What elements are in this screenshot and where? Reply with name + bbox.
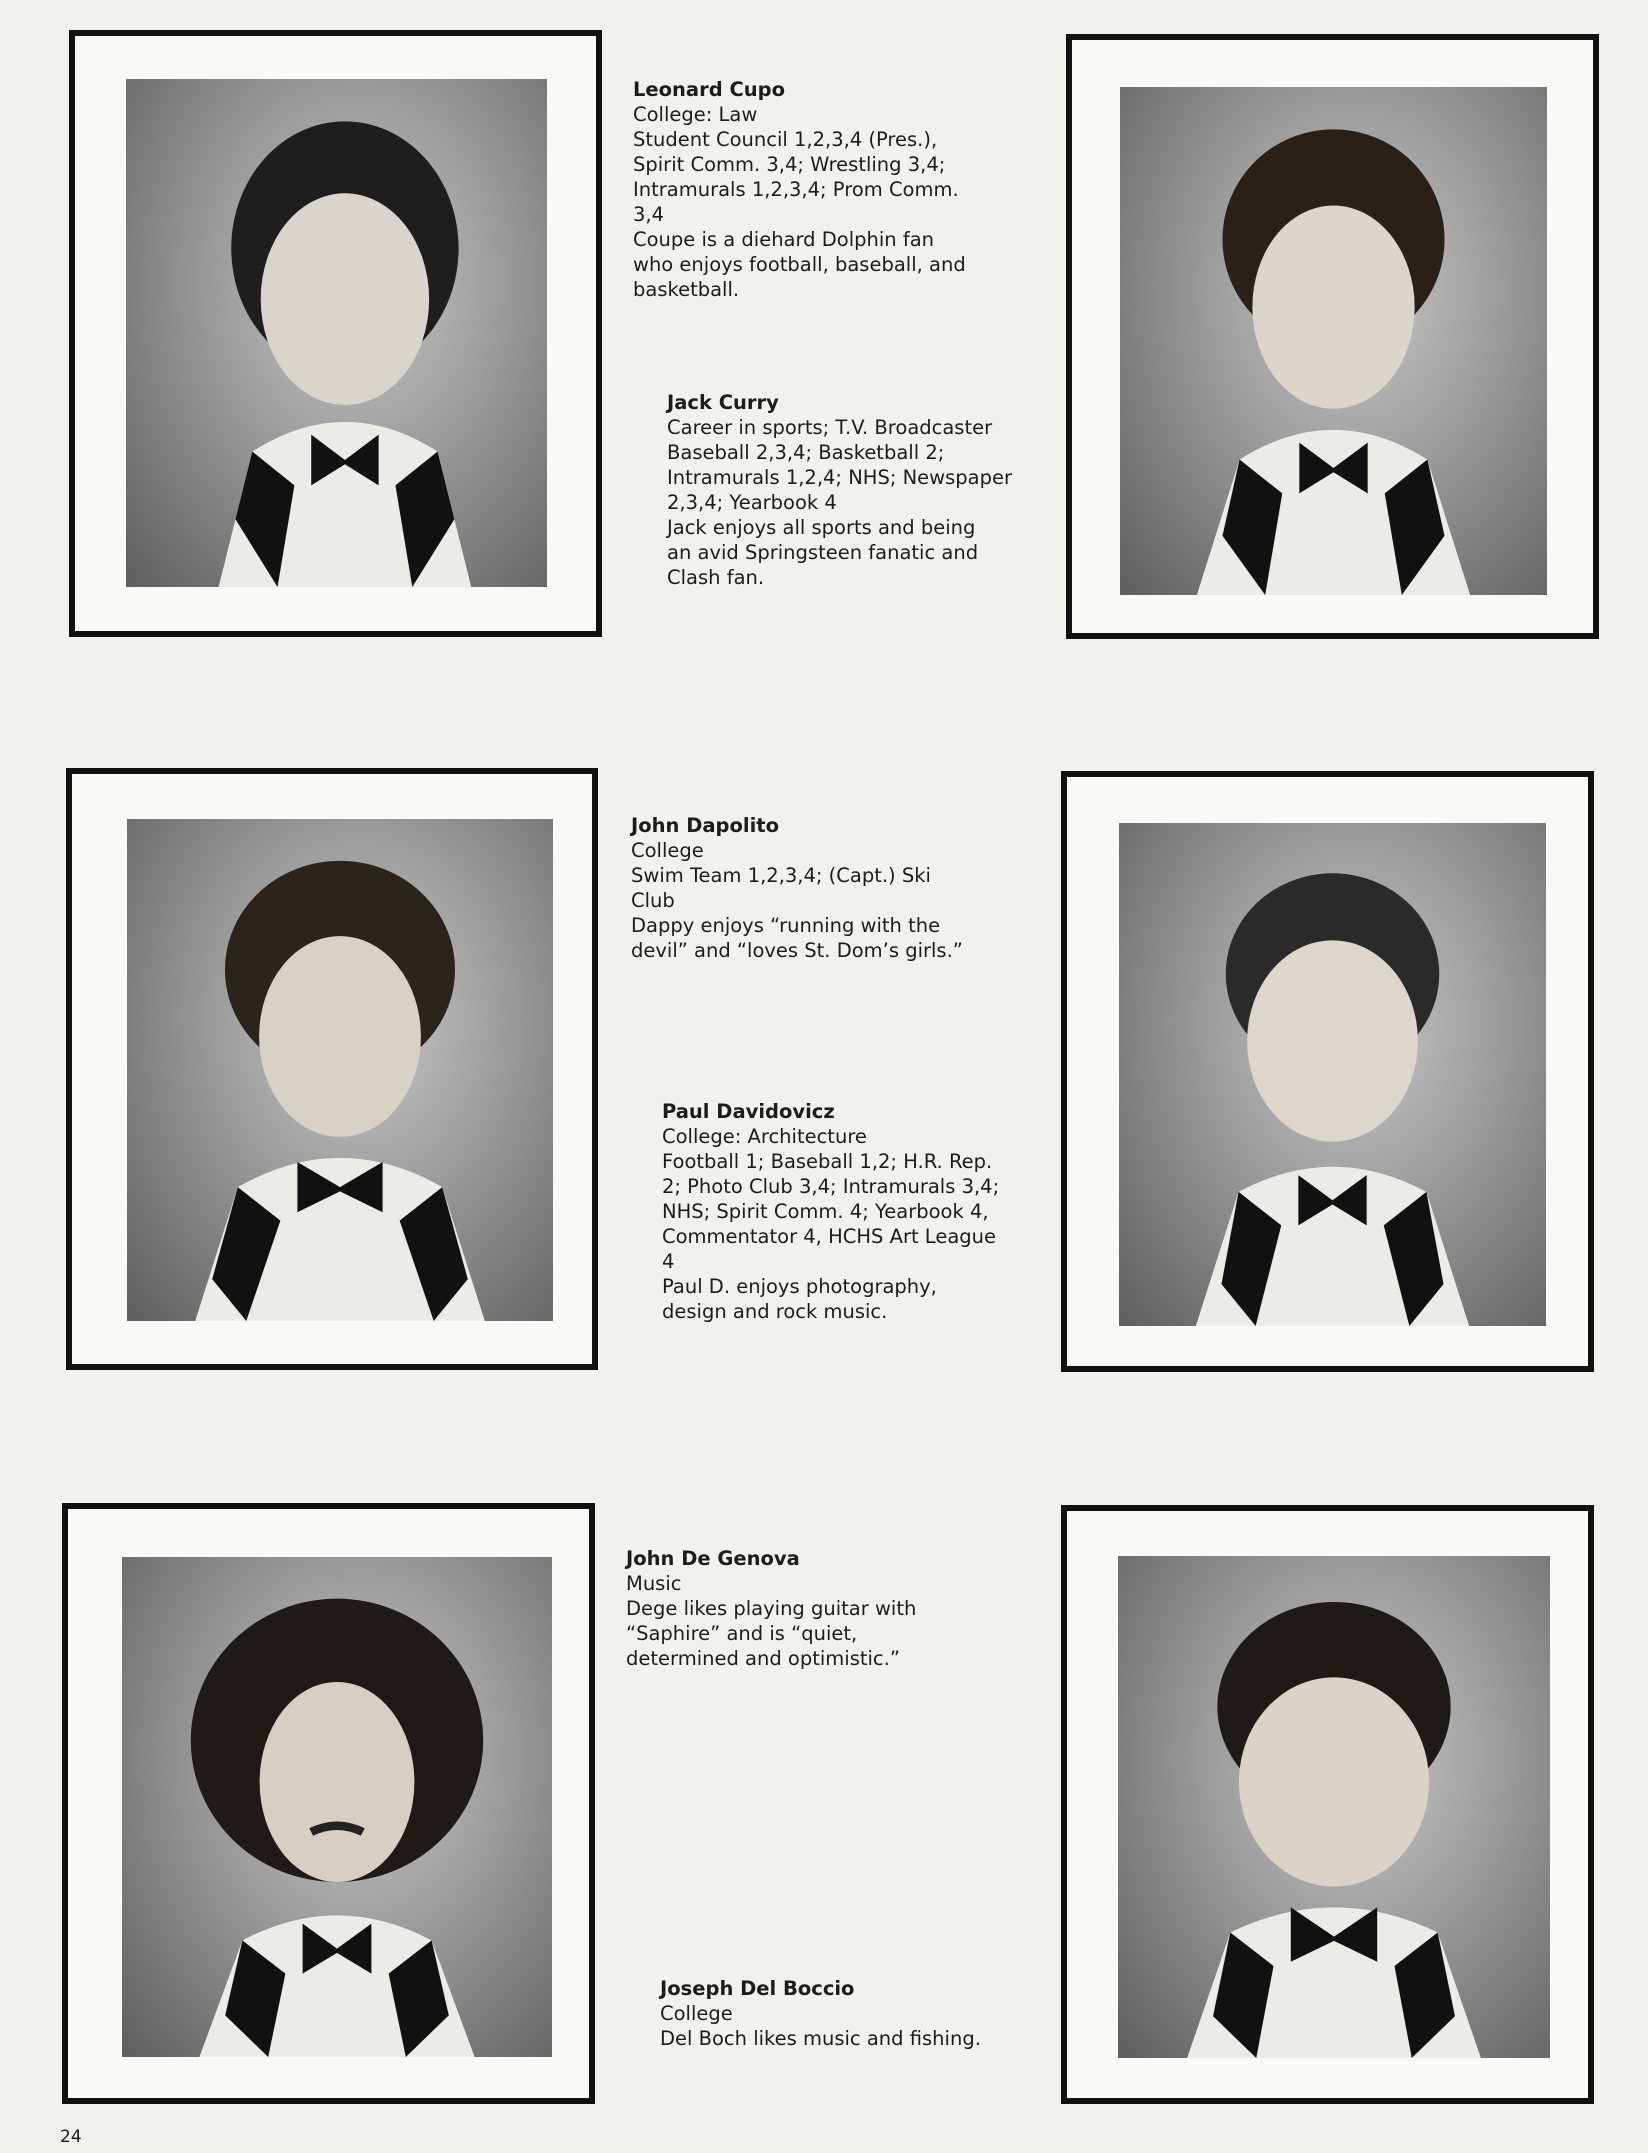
bio-line: Commentator 4, HCHS Art League bbox=[662, 1225, 997, 1248]
bio-line: Dappy enjoys “running with the bbox=[631, 914, 941, 937]
portrait-frame-3 bbox=[66, 768, 598, 1370]
bio-leonard-cupo bbox=[633, 77, 966, 302]
bio-line: Clash fan. bbox=[667, 566, 765, 589]
bio-line: College bbox=[631, 839, 704, 862]
student-name: John De Genova bbox=[626, 1547, 800, 1570]
bio-line: design and rock music. bbox=[662, 1300, 888, 1323]
student-name: John Dapolito bbox=[631, 814, 779, 837]
bio-line: an avid Springsteen fanatic and bbox=[667, 541, 979, 564]
bio-john-dapolito bbox=[631, 813, 963, 963]
student-name: Leonard Cupo bbox=[633, 78, 786, 101]
bio-line: basketball. bbox=[633, 278, 740, 301]
portrait-photo-john-dapolito bbox=[127, 819, 553, 1321]
bio-line: 2,3,4; Yearbook 4 bbox=[667, 491, 837, 514]
bio-jack-curry bbox=[667, 390, 1012, 590]
bio-line: Coupe is a diehard Dolphin fan bbox=[633, 228, 935, 251]
bio-john-de-genova bbox=[626, 1546, 916, 1671]
bio-line: Student Council 1,2,3,4 (Pres.), bbox=[633, 128, 938, 151]
portrait-frame-5 bbox=[62, 1503, 595, 2104]
page-number: 24 bbox=[60, 2127, 82, 2147]
bio-line: 4 bbox=[662, 1250, 675, 1273]
student-name: Jack Curry bbox=[667, 391, 779, 414]
bio-line: who enjoys football, baseball, and bbox=[633, 253, 966, 276]
bio-line: College: Architecture bbox=[662, 1125, 867, 1148]
bio-line: Football 1; Baseball 1,2; H.R. Rep. bbox=[662, 1150, 993, 1173]
bio-line: devil” and “loves St. Dom’s girls.” bbox=[631, 939, 963, 962]
bio-line: College bbox=[660, 2002, 733, 2025]
bio-line: 3,4 bbox=[633, 203, 665, 226]
bio-line: Intramurals 1,2,3,4; Prom Comm. bbox=[633, 178, 959, 201]
portrait-frame-6 bbox=[1061, 1505, 1594, 2104]
bio-line: Paul D. enjoys photography, bbox=[662, 1275, 937, 1298]
portrait-photo-jack-curry bbox=[1120, 87, 1547, 595]
bio-line: Music bbox=[626, 1572, 682, 1595]
bio-line: “Saphire” and is “quiet, bbox=[626, 1622, 858, 1645]
bio-line: Club bbox=[631, 889, 675, 912]
bio-line: Spirit Comm. 3,4; Wrestling 3,4; bbox=[633, 153, 946, 176]
portrait-photo-leonard-cupo bbox=[126, 79, 547, 587]
bio-line: 2; Photo Club 3,4; Intramurals 3,4; bbox=[662, 1175, 1000, 1198]
bio-joseph-del-boccio bbox=[660, 1976, 981, 2051]
portrait-photo-john-de-genova bbox=[122, 1557, 552, 2057]
bio-line: Baseball 2,3,4; Basketball 2; bbox=[667, 441, 945, 464]
bio-line: Dege likes playing guitar with bbox=[626, 1597, 917, 1620]
bio-line: College: Law bbox=[633, 103, 758, 126]
bio-line: Intramurals 1,2,4; NHS; Newspaper bbox=[667, 466, 1013, 489]
bio-line: Swim Team 1,2,3,4; (Capt.) Ski bbox=[631, 864, 931, 887]
bio-line: Career in sports; T.V. Broadcaster bbox=[667, 416, 993, 439]
student-name: Joseph Del Boccio bbox=[660, 1977, 855, 2000]
bio-line: NHS; Spirit Comm. 4; Yearbook 4, bbox=[662, 1200, 989, 1223]
portrait-frame-2 bbox=[1066, 34, 1599, 639]
bio-line: Jack enjoys all sports and being bbox=[667, 516, 976, 539]
student-name: Paul Davidovicz bbox=[662, 1100, 835, 1123]
bio-line: Del Boch likes music and fishing. bbox=[660, 2027, 981, 2050]
bio-paul-davidovicz bbox=[662, 1099, 999, 1324]
portrait-photo-paul-davidovicz bbox=[1119, 823, 1546, 1326]
bio-line: determined and optimistic.” bbox=[626, 1647, 900, 1670]
portrait-frame-1 bbox=[69, 30, 602, 637]
portrait-photo-joseph-del-boccio bbox=[1118, 1556, 1550, 2058]
portrait-frame-4 bbox=[1061, 771, 1594, 1372]
